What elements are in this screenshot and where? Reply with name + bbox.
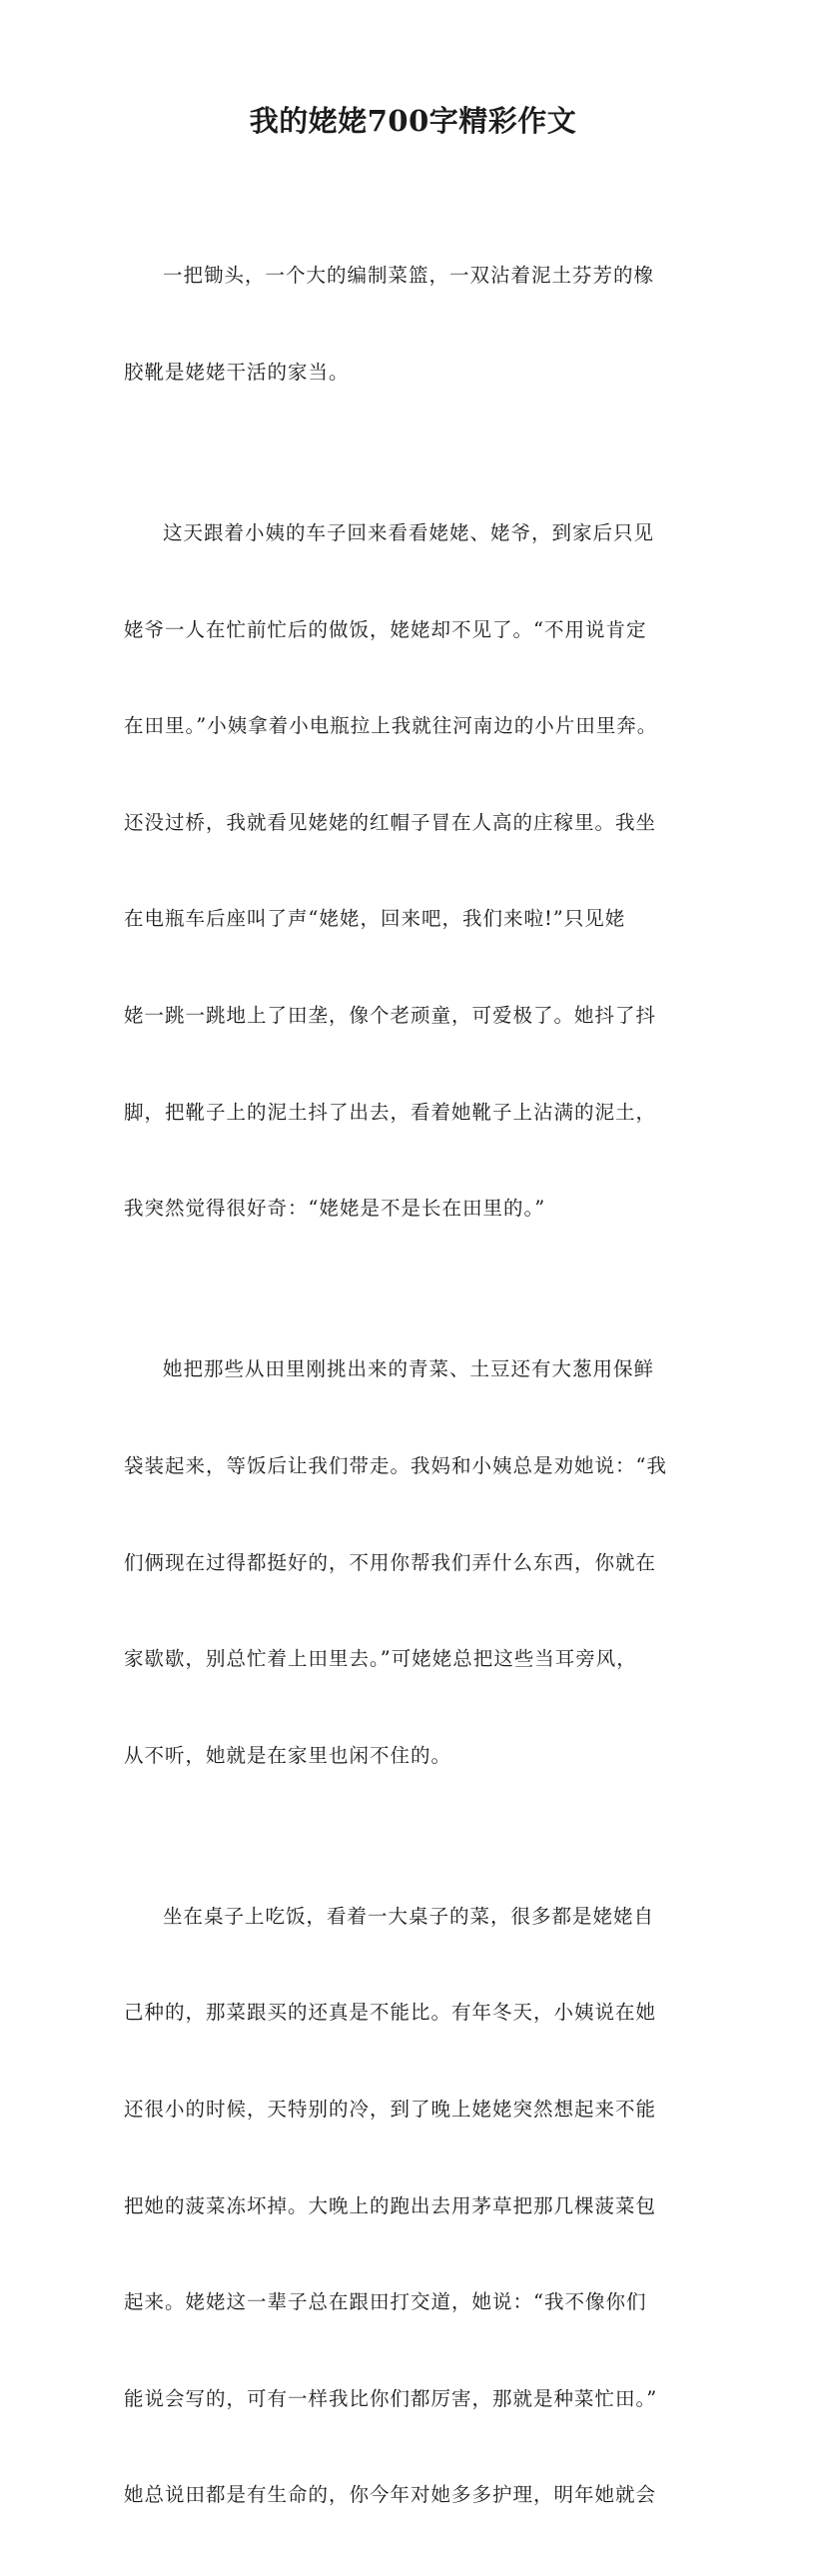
paragraph-line: 从不听，她就是在家里也闲不住的。 bbox=[124, 1743, 452, 1767]
paragraph-line: 她把那些从田里刚挑出来的青菜、土豆还有大葱用保鲜 bbox=[163, 1357, 655, 1381]
paragraph-line: 在电瓶车后座叫了声“姥姥，回来吧，我们来啦!”只见姥 bbox=[124, 907, 626, 931]
paragraph-3 bbox=[124, 1289, 713, 1836]
paragraph-line: 一把锄头，一个大的编制菜篮，一双沾着泥土芬芳的橡 bbox=[163, 264, 655, 288]
paragraph-line: 家歇歇，别总忙着上田里去。”可姥姥总把这些当耳旁风， bbox=[124, 1647, 637, 1671]
paragraph-line: 起来。姥姥这一辈子总在跟田打交道，她说：“我不像你们 bbox=[124, 2290, 647, 2314]
paragraph-line: 能说会写的，可有一样我比你们都厉害，那就是种菜忙田。” bbox=[124, 2386, 658, 2410]
paragraph-line: 在田里。”小姨拿着小电瓶拉上我就往河南边的小片田里奔。 bbox=[124, 714, 658, 738]
paragraph-line: 坐在桌子上吃饭，看着一大桌子的菜，很多都是姥姥自 bbox=[163, 1904, 655, 1928]
paragraph-line: 姥爷一人在忙前忙后的做饭，姥姥却不见了。“不用说肯定 bbox=[124, 617, 647, 641]
paragraph-line: 脚，把靴子上的泥土抖了出去，看着她靴子上沾满的泥土， bbox=[124, 1100, 657, 1124]
paragraph-line: 胶靴是姥姥干活的家当。 bbox=[124, 361, 350, 385]
paragraph-line: 我突然觉得很好奇：“姥姥是不是长在田里的。” bbox=[124, 1197, 546, 1221]
paragraph-4 bbox=[124, 1836, 713, 2576]
document-title: 我的姥姥700字精彩作文 bbox=[249, 104, 577, 138]
paragraph-line: 她总说田都是有生命的，你今年对她多多护理，明年她就会 bbox=[124, 2483, 657, 2507]
paragraph-1 bbox=[124, 196, 713, 453]
paragraph-line: 把她的菠菜冻坏掉。大晚上的跑出去用茅草把那几棵菠菜包 bbox=[124, 2193, 657, 2217]
paragraph-line: 己种的，那菜跟买的还真是不能比。有年冬天，小姨说在她 bbox=[124, 2001, 657, 2025]
paragraph-line: 姥一跳一跳地上了田垄，像个老顽童，可爱极了。她抖了抖 bbox=[124, 1004, 657, 1028]
document-body bbox=[124, 196, 713, 2576]
paragraph-2 bbox=[124, 453, 713, 1289]
paragraph-line: 们俩现在过得都挺好的，不用你帮我们弄什么东西，你就在 bbox=[124, 1550, 657, 1574]
paragraph-line: 这天跟着小姨的车子回来看看姥姥、姥爷，到家后只见 bbox=[163, 521, 655, 545]
paragraph-line: 还很小的时候，天特别的冷，到了晚上姥姥突然想起来不能 bbox=[124, 2097, 657, 2121]
paragraph-line: 袋装起来，等饭后让我们带走。我妈和小姨总是劝她说：“我 bbox=[124, 1453, 667, 1477]
paragraph-line: 还没过桥，我就看见姥姥的红帽子冒在人高的庄稼里。我坐 bbox=[124, 810, 657, 834]
